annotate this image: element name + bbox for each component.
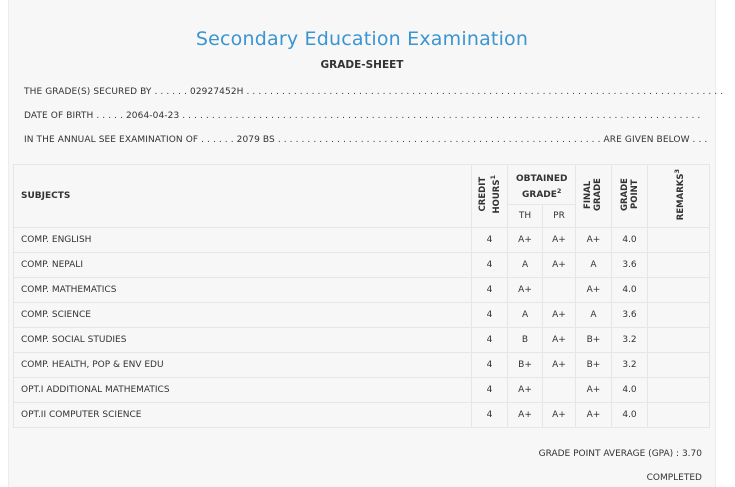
exam-year-value: 2079 BS xyxy=(236,135,275,145)
table-row xyxy=(14,253,710,278)
grades-table xyxy=(13,164,710,428)
th-grade-cell: A+ xyxy=(508,378,542,403)
dob-dots: . . . . . . . . . . . . . . . . . . . . . . . . . . . . . . . . . . . . . . . . . . . . . . . . . . . . . . . . . . . . . . . . . . . . . . . . . . . . . . . . . . . . . . . . xyxy=(182,111,701,121)
final-grade-header: FINAL GRADE xyxy=(576,165,612,228)
grade-point-header: GRADE POINT xyxy=(611,165,648,228)
symbol-no-dots: . . . . . . . . . . . . . . . . . . . . . . . . . . . . . . . . . . . . . . . . . . . . . . . . . . . . . . . . . . . . . . . . . . . . . . . . . . . . . . . . . xyxy=(246,87,724,97)
remarks-cell xyxy=(648,403,710,428)
remarks-header: REMARKS$^3$ xyxy=(648,165,710,228)
credit-hours-cell: 4 xyxy=(471,303,508,328)
final-grade-cell: A+ xyxy=(576,403,612,428)
page-title: Secondary Education Examination xyxy=(195,28,529,50)
dob-line xyxy=(24,111,700,121)
th-grade-cell: A+ xyxy=(508,228,542,253)
pr-grade-cell: A+ xyxy=(542,328,575,353)
table-row xyxy=(14,353,710,378)
grade-point-cell: 4.0 xyxy=(611,403,648,428)
exam-line xyxy=(24,135,707,145)
symbol-no-line xyxy=(24,87,723,97)
subject-cell: OPT.II COMPUTER SCIENCE xyxy=(14,403,472,428)
pr-grade-cell: A+ xyxy=(542,303,575,328)
grade-point-cell: 4.0 xyxy=(611,278,648,303)
grade-point-cell: 3.6 xyxy=(611,303,648,328)
grade-point-cell: 3.6 xyxy=(611,253,648,278)
th-grade-cell: A xyxy=(508,303,542,328)
remarks-cell xyxy=(648,378,710,403)
final-grade-cell: B+ xyxy=(576,353,612,378)
credit-hours-cell: 4 xyxy=(471,353,508,378)
final-grade-cell: A xyxy=(576,303,612,328)
exam-suffix: ARE GIVEN BELOW . . . xyxy=(603,135,708,145)
final-grade-cell: A+ xyxy=(576,378,612,403)
credit-hours-header: CREDIT HOURS$^1$ xyxy=(471,165,508,228)
subjects-header: SUBJECTS xyxy=(14,165,472,228)
subject-cell: COMP. NEPALI xyxy=(14,253,472,278)
exam-dots: . . . . . . . . . . . . . . . . . . . . . . . . . . . . . . . . . . . . . . . . . . . . . . . . . . . . . . . xyxy=(277,135,601,145)
credit-hours-cell: 4 xyxy=(471,253,508,278)
credit-hours-cell: 4 xyxy=(471,378,508,403)
pr-grade-cell: A+ xyxy=(542,253,575,278)
gpa-value: 3.70 xyxy=(681,449,702,459)
credit-hours-cell: 4 xyxy=(471,228,508,253)
table-row xyxy=(14,278,710,303)
table-row xyxy=(14,228,710,253)
table-row xyxy=(14,378,710,403)
pr-grade-cell xyxy=(542,278,575,303)
remarks-cell xyxy=(648,228,710,253)
remarks-cell xyxy=(648,353,710,378)
subject-cell: COMP. ENGLISH xyxy=(14,228,472,253)
table-row xyxy=(14,328,710,353)
grade-point-cell: 4.0 xyxy=(611,378,648,403)
remarks-cell xyxy=(648,328,710,353)
pr-header: PR xyxy=(542,205,575,228)
symbol-no-label: THE GRADE(S) SECURED BY . . . . . . xyxy=(24,87,188,97)
th-header: TH xyxy=(508,205,542,228)
subject-cell: OPT.I ADDITIONAL MATHEMATICS xyxy=(14,378,472,403)
pr-grade-cell: A+ xyxy=(542,403,575,428)
obtained-grade-header: OBTAINED GRADE$^2$ xyxy=(508,165,576,205)
subject-cell: COMP. HEALTH, POP & ENV EDU xyxy=(14,353,472,378)
pr-grade-cell: A+ xyxy=(542,228,575,253)
th-grade-cell: B xyxy=(508,328,542,353)
gpa-label: GRADE POINT AVERAGE (GPA) : xyxy=(538,449,680,459)
pr-grade-cell xyxy=(542,378,575,403)
subject-cell: COMP. SCIENCE xyxy=(14,303,472,328)
exam-label: IN THE ANNUAL SEE EXAMINATION OF . . . . . . xyxy=(24,135,234,145)
grade-point-cell: 3.2 xyxy=(611,328,648,353)
grade-point-cell: 3.2 xyxy=(611,353,648,378)
table-header-row xyxy=(14,165,710,205)
th-grade-cell: A+ xyxy=(508,403,542,428)
gpa-summary xyxy=(539,449,702,459)
final-grade-cell: A+ xyxy=(576,228,612,253)
page-subtitle: GRADE-SHEET xyxy=(320,59,404,71)
credit-hours-cell: 4 xyxy=(471,328,508,353)
remarks-cell xyxy=(648,278,710,303)
grade-point-cell: 4.0 xyxy=(611,228,648,253)
table-row xyxy=(14,403,710,428)
final-grade-cell: A+ xyxy=(576,278,612,303)
dob-value: 2064-04-23 xyxy=(125,111,180,121)
credit-hours-cell: 4 xyxy=(471,403,508,428)
final-grade-cell: A xyxy=(576,253,612,278)
subject-cell: COMP. MATHEMATICS xyxy=(14,278,472,303)
pr-grade-cell: A+ xyxy=(542,353,575,378)
final-grade-cell: B+ xyxy=(576,328,612,353)
subject-cell: COMP. SOCIAL STUDIES xyxy=(14,328,472,353)
grade-sheet xyxy=(8,0,724,487)
symbol-no-value: 02927452H xyxy=(190,87,244,97)
th-grade-cell: B+ xyxy=(508,353,542,378)
credit-hours-cell: 4 xyxy=(471,278,508,303)
remarks-cell xyxy=(648,253,710,278)
th-grade-cell: A xyxy=(508,253,542,278)
status-text: COMPLETED xyxy=(646,473,702,483)
remarks-cell xyxy=(648,303,710,328)
th-grade-cell: A+ xyxy=(508,278,542,303)
dob-label: DATE OF BIRTH . . . . . xyxy=(24,111,123,121)
table-row xyxy=(14,303,710,328)
